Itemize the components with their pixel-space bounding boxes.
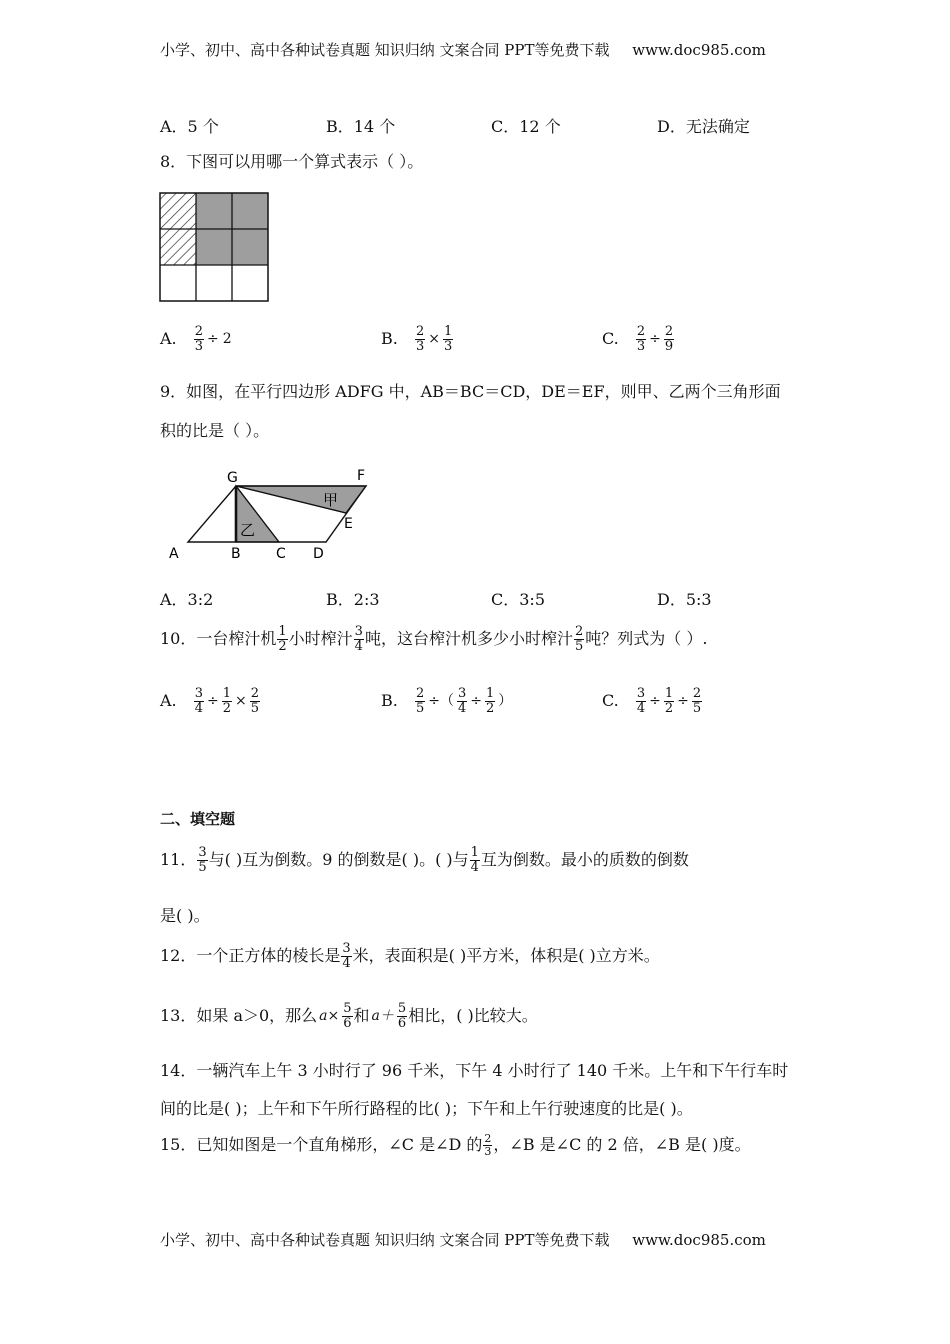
page-footer	[160, 1233, 766, 1248]
q14-line1: 14．一辆汽车上午 3 小时行了 96 千米，下午 4 小时行了 140 千米。上午和下午行车时	[160, 1061, 789, 1080]
label-d: D	[313, 546, 324, 562]
page-header	[160, 43, 766, 58]
q9-line2: 积的比是（ ）。	[160, 421, 270, 440]
footer-title: 小学、初中、高中各种试卷真题 知识归纳 文案合同 PPT等免费下载	[160, 1231, 610, 1249]
q7-option-b: B．14 个	[326, 117, 396, 136]
grid-cell-shaded	[232, 229, 268, 265]
q8-grid-figure	[158, 191, 270, 303]
q8-option-a: A. $\frac{2}{3}$ ÷ 2	[160, 324, 232, 354]
label-e: E	[344, 516, 353, 532]
q11-line2: 是( )。	[160, 906, 210, 925]
q8-option-b: B. $\frac{2}{3}$ × $\frac{1}{3}$	[381, 324, 453, 354]
label-jia: 甲	[323, 491, 339, 509]
q9-option-d: D．5:3	[657, 590, 712, 609]
label-b: B	[231, 546, 241, 562]
q9-line1: 9．如图，在平行四边形 ADFG 中，AB＝BC＝CD，DE＝EF，则甲、乙两个三角形面	[160, 382, 781, 401]
label-f: F	[357, 468, 366, 484]
q10-option-a: A. $\frac{3}{4}$ ÷ $\frac{1}{2}$ × $\frac{2}{5}$	[160, 686, 260, 716]
grid-cell-hatched	[160, 229, 196, 265]
q9-option-b: B．2:3	[326, 590, 380, 609]
header-title: 小学、初中、高中各种试卷真题 知识归纳 文案合同 PPT等免费下载	[160, 41, 610, 59]
q14-line2: 间的比是( )；上午和下午所行路程的比( )；下午和上午行驶速度的比是( )。	[160, 1099, 693, 1118]
label-yi: 乙	[240, 521, 256, 539]
q10-text: 10．一台榨汁机 $\frac{1}{2}$ 小时榨汁 $\frac{3}{4}$ 吨，这台榨汁机多少小时榨汁 $\frac{2}{5}$ 吨？列式为（ ）.	[160, 624, 708, 654]
triangle-jia	[236, 486, 366, 513]
label-a: A	[169, 546, 179, 562]
section-title: 二、填空题	[160, 810, 236, 828]
label-g: G	[227, 470, 238, 486]
label-c: C	[276, 546, 286, 562]
q12-text: 12．一个正方体的棱长是 $\frac{3}{4}$ 米，表面积是( )平方米，体积是( )立方米。	[160, 941, 660, 971]
q10-option-c: C. $\frac{3}{4}$ ÷ $\frac{1}{2}$ ÷ $\frac{2}{5}$	[602, 686, 702, 716]
grid-cell-shaded	[196, 193, 232, 229]
q9-parallelogram-figure	[160, 460, 375, 565]
q10-option-b: B. $\frac{2}{5}$ ÷（ $\frac{3}{4}$ ÷ $\frac{1}{2}$ ）	[381, 686, 513, 716]
q8-option-c: C. $\frac{2}{3}$ ÷ $\frac{2}{9}$	[602, 324, 674, 354]
q15-text: 15．已知如图是一个直角梯形，∠C 是∠D 的 $\frac{2}{3}$ ，∠B 是∠C 的 2 倍，∠B 是( )度。	[160, 1132, 751, 1158]
q7-option-d: D．无法确定	[657, 117, 750, 136]
q7-option-a: A．5 个	[160, 117, 219, 136]
footer-url: www.doc985.com	[632, 1231, 766, 1249]
q11-line1: 11． $\frac{3}{5}$ 与( )互为倒数。9 的倒数是( )。( )与 $\frac{1}{4}$ 互为倒数。最小的质数的倒数	[160, 845, 689, 875]
grid-cell-shaded	[196, 229, 232, 265]
q9-option-c: C．3:5	[491, 590, 545, 609]
q8-text: 8．下图可以用哪一个算式表示（ ）。	[160, 152, 424, 171]
header-url: www.doc985.com	[632, 41, 766, 59]
q13-text: 13．如果 a＞0，那么 a× $\frac{5}{6}$ 和 a＋ $\frac{5}{6}$ 相比，( )比较大。	[160, 1001, 538, 1031]
q7-option-c: C．12 个	[491, 117, 561, 136]
grid-cell-shaded	[232, 193, 268, 229]
q9-option-a: A．3:2	[160, 590, 214, 609]
grid-cell-hatched	[160, 193, 196, 229]
